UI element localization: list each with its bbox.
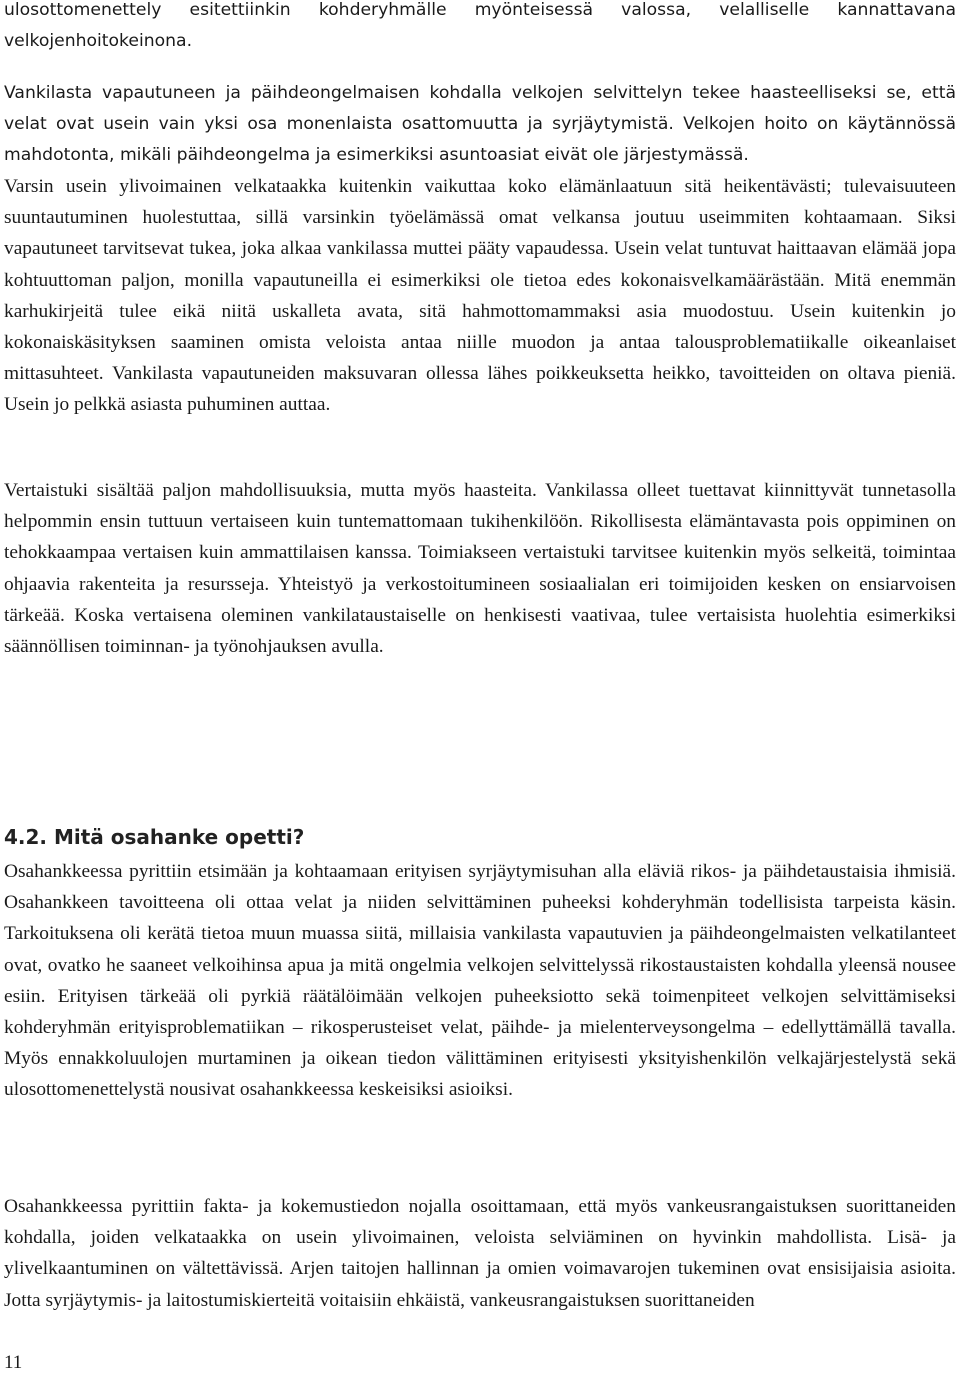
paragraph-debt-enforcement: ulosottomenettely esitettiinkin kohderyhmälle myönteisessä valossa, velalliselle kannattavana velkojenhoitokeinona. xyxy=(4,0,956,51)
section-heading: 4.2. Mitä osahanke opetti? xyxy=(4,825,305,849)
document-page xyxy=(4,0,956,1375)
page-number: 11 xyxy=(4,1352,23,1373)
paragraph-subproject-results: Osahankkeessa pyrittiin fakta- ja kokemustiedon nojalla osoittamaan, että myös vankeusrangaistuksen suorittaneiden kohdalla, joiden velkataakka on usein ylivoimainen, veloista selviäminen on hyvinkin mahdollista. Lisä- ja ylivelkaantuminen on vältettävissä. Arjen taitojen hallinnan ja omien voimavarojen tukeminen ovat ensisijaisia asioita. Jotta syrjäytymis- ja laitostumiskierteitä voitaisiin ehkäistä, vankeusrangaistuksen suorittaneiden xyxy=(4,1196,956,1311)
paragraph-debt-burden: Varsin usein ylivoimainen velkataakka kuitenkin vaikuttaa koko elämänlaatuun sitä heikentävästi; tulevaisuuteen suuntautuminen huolestuttaa, sillä varsinkin työelämässä omat velkansa joutuu useimmiten kohtaamaan. Siksi vapautuneet tarvitsevat tukea, joka alkaa vankilassa muttei pääty vapaudessa. Usein velat tuntuvat haittaavan elämää jopa kohtuuttoman paljon, monilla vapautuneilla ei esimerkiksi ole tietoa edes kokonaisvelkamäärästään. Mitä enemmän karhukirjeitä tulee eikä niitä uskalleta avata, sitä hahmottomammaksi asia muodostuu. Usein kuitenkin jo kokonaiskäsityksen saaminen omista veloista antaa niille muodon ja antaa talousproblematiikalle oikeanlaiset mittasuhteet. Vankilasta vapautuneiden maksuvaran ollessa lähes poikkeuksetta heikko, tavoitteiden on oltava pieniä. Usein jo pelkkä asiasta puhuminen auttaa. xyxy=(4,176,956,416)
paragraph-peer-support: Vertaistuki sisältää paljon mahdollisuuksia, mutta myös haasteita. Vankilassa olleet tuettavat kiinnittyvät tunnetasolla helpommin ensin tuttuun vertaiseen kuin tuntemattomaan tukihenkilöön. Rikollisesta elämäntavasta pois oppiminen on tehokkaampaa vertaisen kuin ammattilaisen kanssa. Toimiakseen vertaistuki tarvitsee kuitenkin myös selkeitä, toimintaa ohjaavia rakenteita ja resursseja. Yhteistyö ja verkostoitumineen sosiaalialan eri toimijoiden kesken on ensiarvoisen tärkeää. Koska vertaisena oleminen vankilataustaiselle on henkisesti vaativaa, tulee vertaisista huolehtia esimerkiksi säännöllisen toiminnan- ja työnohjauksen avulla. xyxy=(4,480,956,658)
paragraph-released-prisoners: Vankilasta vapautuneen ja päihdeongelmaisen kohdalla velkojen selvittelyn tekee haasteelliseksi se, että velat ovat usein vain yksi osa monenlaista osattomuutta ja syrjäytymistä. Velkojen hoito on käytännössä mahdotonta, mikäli päihdeongelma ja esimerkiksi asuntoasiat eivät ole järjestymässä. xyxy=(4,83,956,165)
paragraph-subproject-goals: Osahankkeessa pyrittiin etsimään ja kohtaamaan erityisen syrjäytymisuhan alla eläviä rikos- ja päihdetaustaisia ihmisiä. Osahankkeen tavoitteena oli ottaa velat ja niiden selvittäminen puheeksi kohderyhmän todellisista tarpeista käsin. Tarkoituksena oli kerätä tietoa muun muassa siitä, millaisia vankilasta vapautuvien ja päihdeongelmaisten velkatilanteet ovat, ovatko he saaneet velkoihinsa apua ja mitä ongelmia velkojen selvittelyssä rikostaustaisten kohdalla yleensä nousee esiin. Erityisen tärkeää oli pyrkiä räätälöimään velkojen puheeksiotto sekä toimenpiteet velkojen selvittämiseksi kohderyhmän erityisproblematiikan – rikosperusteiset velat, päihde- ja mielenterveysongelma – edellyttämällä tavalla. Myös ennakkoluulojen murtaminen ja oikean tiedon välittäminen erityisesti yksityishenkilön velkajärjestelystä sekä ulosottomenettelystä nousivat osahankkeessa keskeisiksi asioiksi. xyxy=(4,861,956,1101)
